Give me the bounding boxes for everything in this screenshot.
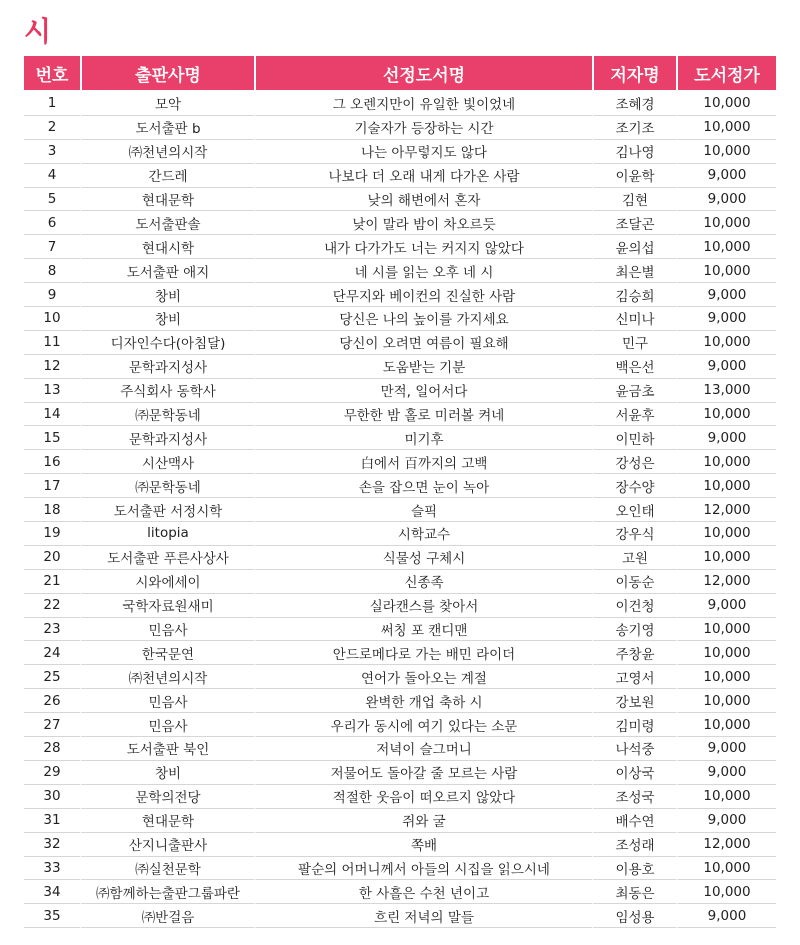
cell-publisher: 도서출판솔 [80, 211, 254, 235]
cell-author: 나석중 [592, 737, 676, 761]
cell-author: 배수연 [592, 809, 676, 833]
table-header-row [24, 56, 776, 92]
cell-publisher: 도서출판 애지 [80, 259, 254, 283]
cell-price: 10,000 [676, 140, 776, 164]
table-row [24, 259, 776, 283]
table-body [24, 92, 776, 928]
cell-book-title: 실라캔스를 찾아서 [254, 594, 592, 618]
cell-author: 민구 [592, 331, 676, 355]
cell-book-title: 기술자가 등장하는 시간 [254, 116, 592, 140]
cell-number: 7 [24, 235, 80, 259]
cell-price: 10,000 [676, 880, 776, 904]
cell-publisher: 현대문학 [80, 188, 254, 212]
cell-price: 10,000 [676, 546, 776, 570]
cell-publisher: ㈜실천문학 [80, 857, 254, 881]
cell-publisher: 디자인수다(아침달) [80, 331, 254, 355]
cell-publisher: ㈜문학동네 [80, 474, 254, 498]
cell-number: 34 [24, 880, 80, 904]
table-row [24, 713, 776, 737]
cell-publisher: ㈜천년의시작 [80, 140, 254, 164]
table-row [24, 379, 776, 403]
cell-book-title: 나보다 더 오래 내게 다가온 사람 [254, 164, 592, 188]
cell-publisher: 도서출판 b [80, 116, 254, 140]
cell-book-title: 완벽한 개업 축하 시 [254, 689, 592, 713]
cell-book-title: 쥐와 굴 [254, 809, 592, 833]
cell-author: 고원 [592, 546, 676, 570]
cell-price: 10,000 [676, 713, 776, 737]
cell-book-title: 팔순의 어머니께서 아들의 시집을 읽으시네 [254, 857, 592, 881]
cell-publisher: 간드레 [80, 164, 254, 188]
cell-publisher: 도서출판 서정시학 [80, 498, 254, 522]
cell-price: 9,000 [676, 188, 776, 212]
cell-author: 이민하 [592, 426, 676, 450]
table-row [24, 92, 776, 116]
cell-book-title: 손을 잡으면 눈이 녹아 [254, 474, 592, 498]
cell-book-title: 도움받는 기분 [254, 355, 592, 379]
cell-author: 고영서 [592, 665, 676, 689]
table-row [24, 761, 776, 785]
cell-publisher: 문학과지성사 [80, 355, 254, 379]
cell-price: 9,000 [676, 737, 776, 761]
cell-book-title: 네 시를 읽는 오후 네 시 [254, 259, 592, 283]
cell-number: 28 [24, 737, 80, 761]
cell-author: 조달곤 [592, 211, 676, 235]
cell-author: 최은별 [592, 259, 676, 283]
cell-book-title: 한 사흘은 수천 년이고 [254, 880, 592, 904]
cell-number: 18 [24, 498, 80, 522]
table-row [24, 403, 776, 427]
cell-publisher: 현대문학 [80, 809, 254, 833]
table-row [24, 618, 776, 642]
cell-author: 백은선 [592, 355, 676, 379]
cell-number: 31 [24, 809, 80, 833]
cell-book-title: 흐린 저녁의 말들 [254, 904, 592, 928]
cell-book-title: 쪽배 [254, 833, 592, 857]
cell-number: 29 [24, 761, 80, 785]
header-price: 도서정가 [676, 56, 776, 92]
book-list-table [24, 56, 776, 928]
cell-price: 10,000 [676, 259, 776, 283]
cell-publisher: 문학의전당 [80, 785, 254, 809]
cell-author: 서윤후 [592, 403, 676, 427]
cell-book-title: 내가 다가가도 너는 커지지 않았다 [254, 235, 592, 259]
cell-book-title: 우리가 동시에 여기 있다는 소문 [254, 713, 592, 737]
cell-price: 10,000 [676, 331, 776, 355]
cell-publisher: ㈜천년의시작 [80, 665, 254, 689]
cell-book-title: 시학교수 [254, 522, 592, 546]
cell-number: 8 [24, 259, 80, 283]
cell-price: 9,000 [676, 426, 776, 450]
table-row [24, 570, 776, 594]
cell-publisher: 민음사 [80, 689, 254, 713]
cell-publisher: 도서출판 북인 [80, 737, 254, 761]
table-row [24, 880, 776, 904]
cell-number: 27 [24, 713, 80, 737]
cell-publisher: 한국문연 [80, 641, 254, 665]
cell-number: 22 [24, 594, 80, 618]
cell-author: 임성용 [592, 904, 676, 928]
cell-book-title: 미기후 [254, 426, 592, 450]
table-row [24, 904, 776, 928]
cell-price: 10,000 [676, 785, 776, 809]
cell-author: 김미령 [592, 713, 676, 737]
table-row [24, 546, 776, 570]
table-row [24, 474, 776, 498]
cell-number: 21 [24, 570, 80, 594]
cell-author: 조성래 [592, 833, 676, 857]
cell-price: 12,000 [676, 498, 776, 522]
cell-number: 35 [24, 904, 80, 928]
cell-author: 조기조 [592, 116, 676, 140]
cell-author: 신미나 [592, 307, 676, 331]
cell-publisher: ㈜반걸음 [80, 904, 254, 928]
cell-number: 9 [24, 283, 80, 307]
cell-number: 1 [24, 92, 80, 116]
cell-price: 9,000 [676, 594, 776, 618]
cell-author: 이윤학 [592, 164, 676, 188]
table-row [24, 689, 776, 713]
cell-number: 30 [24, 785, 80, 809]
table-row [24, 785, 776, 809]
cell-number: 33 [24, 857, 80, 881]
cell-number: 4 [24, 164, 80, 188]
cell-author: 이건청 [592, 594, 676, 618]
cell-publisher: 창비 [80, 283, 254, 307]
cell-author: 주창윤 [592, 641, 676, 665]
cell-price: 10,000 [676, 522, 776, 546]
cell-publisher: 현대시학 [80, 235, 254, 259]
cell-book-title: 식물성 구체시 [254, 546, 592, 570]
cell-author: 윤금초 [592, 379, 676, 403]
cell-publisher: 모악 [80, 92, 254, 116]
table-row [24, 737, 776, 761]
cell-author: 조혜경 [592, 92, 676, 116]
cell-publisher: 민음사 [80, 618, 254, 642]
cell-author: 이용호 [592, 857, 676, 881]
table-row [24, 426, 776, 450]
cell-number: 11 [24, 331, 80, 355]
cell-author: 강우식 [592, 522, 676, 546]
table-row [24, 235, 776, 259]
cell-publisher: 도서출판 푸른사상사 [80, 546, 254, 570]
cell-price: 13,000 [676, 379, 776, 403]
cell-author: 강성은 [592, 450, 676, 474]
table-row [24, 211, 776, 235]
cell-book-title: 무한한 밤 홀로 미러볼 켜네 [254, 403, 592, 427]
header-book-title: 선정도서명 [254, 56, 592, 92]
table-row [24, 498, 776, 522]
cell-publisher: 창비 [80, 307, 254, 331]
cell-number: 5 [24, 188, 80, 212]
cell-book-title: 당신이 오려면 여름이 필요해 [254, 331, 592, 355]
cell-price: 10,000 [676, 665, 776, 689]
cell-number: 24 [24, 641, 80, 665]
cell-author: 김현 [592, 188, 676, 212]
table-row [24, 283, 776, 307]
cell-publisher: 시와에세이 [80, 570, 254, 594]
cell-book-title: 낮이 말라 밤이 차오르듯 [254, 211, 592, 235]
cell-price: 10,000 [676, 474, 776, 498]
cell-author: 최동은 [592, 880, 676, 904]
cell-price: 9,000 [676, 307, 776, 331]
table-row [24, 594, 776, 618]
table-row [24, 833, 776, 857]
table-row [24, 188, 776, 212]
cell-number: 10 [24, 307, 80, 331]
cell-price: 9,000 [676, 283, 776, 307]
cell-price: 9,000 [676, 809, 776, 833]
cell-author: 강보원 [592, 689, 676, 713]
cell-number: 14 [24, 403, 80, 427]
cell-book-title: 그 오렌지만이 유일한 빛이었네 [254, 92, 592, 116]
cell-number: 15 [24, 426, 80, 450]
table-row [24, 331, 776, 355]
cell-publisher: 시산맥사 [80, 450, 254, 474]
cell-number: 13 [24, 379, 80, 403]
table-row [24, 164, 776, 188]
cell-number: 20 [24, 546, 80, 570]
cell-book-title: 낮의 해변에서 혼자 [254, 188, 592, 212]
cell-publisher: 주식회사 동학사 [80, 379, 254, 403]
table-row [24, 116, 776, 140]
cell-publisher: 산지니출판사 [80, 833, 254, 857]
cell-number: 3 [24, 140, 80, 164]
cell-price: 12,000 [676, 833, 776, 857]
header-number: 번호 [24, 56, 80, 92]
cell-price: 10,000 [676, 92, 776, 116]
table-row [24, 140, 776, 164]
table-row [24, 665, 776, 689]
cell-publisher: ㈜함께하는출판그룹파란 [80, 880, 254, 904]
table-row [24, 522, 776, 546]
cell-author: 조성국 [592, 785, 676, 809]
cell-price: 10,000 [676, 235, 776, 259]
table-row [24, 857, 776, 881]
cell-publisher: litopia [80, 522, 254, 546]
cell-book-title: 신종족 [254, 570, 592, 594]
cell-price: 10,000 [676, 403, 776, 427]
table-row [24, 641, 776, 665]
cell-publisher: 국학자료원새미 [80, 594, 254, 618]
table-row [24, 307, 776, 331]
cell-book-title: 써칭 포 캔디맨 [254, 618, 592, 642]
cell-publisher: 문학과지성사 [80, 426, 254, 450]
header-publisher: 출판사명 [80, 56, 254, 92]
cell-price: 10,000 [676, 689, 776, 713]
cell-author: 김나영 [592, 140, 676, 164]
cell-publisher: 창비 [80, 761, 254, 785]
cell-number: 17 [24, 474, 80, 498]
cell-number: 23 [24, 618, 80, 642]
cell-book-title: 저녁이 슬그머니 [254, 737, 592, 761]
cell-price: 9,000 [676, 164, 776, 188]
cell-number: 6 [24, 211, 80, 235]
cell-author: 오인태 [592, 498, 676, 522]
cell-price: 10,000 [676, 450, 776, 474]
cell-number: 16 [24, 450, 80, 474]
page-title: 시 [24, 15, 52, 48]
cell-number: 2 [24, 116, 80, 140]
cell-price: 10,000 [676, 211, 776, 235]
cell-price: 10,000 [676, 116, 776, 140]
cell-book-title: 연어가 돌아오는 계절 [254, 665, 592, 689]
cell-book-title: 白에서 百까지의 고백 [254, 450, 592, 474]
cell-number: 32 [24, 833, 80, 857]
cell-price: 9,000 [676, 904, 776, 928]
cell-price: 10,000 [676, 857, 776, 881]
cell-book-title: 당신은 나의 높이를 가지세요 [254, 307, 592, 331]
cell-number: 25 [24, 665, 80, 689]
cell-book-title: 안드로메다로 가는 배민 라이더 [254, 641, 592, 665]
table-row [24, 809, 776, 833]
cell-author: 이상국 [592, 761, 676, 785]
header-author: 저자명 [592, 56, 676, 92]
cell-author: 이동순 [592, 570, 676, 594]
cell-number: 26 [24, 689, 80, 713]
cell-price: 10,000 [676, 641, 776, 665]
cell-author: 김승희 [592, 283, 676, 307]
cell-publisher: ㈜문학동네 [80, 403, 254, 427]
table-row [24, 355, 776, 379]
cell-price: 9,000 [676, 761, 776, 785]
cell-price: 9,000 [676, 355, 776, 379]
cell-price: 12,000 [676, 570, 776, 594]
cell-book-title: 단무지와 베이컨의 진실한 사람 [254, 283, 592, 307]
cell-author: 장수양 [592, 474, 676, 498]
cell-book-title: 나는 아무렇지도 않다 [254, 140, 592, 164]
cell-author: 윤의섭 [592, 235, 676, 259]
table-row [24, 450, 776, 474]
cell-book-title: 적절한 웃음이 떠오르지 않았다 [254, 785, 592, 809]
cell-book-title: 슬픽 [254, 498, 592, 522]
cell-price: 10,000 [676, 618, 776, 642]
cell-number: 19 [24, 522, 80, 546]
cell-number: 12 [24, 355, 80, 379]
cell-book-title: 만적, 일어서다 [254, 379, 592, 403]
cell-book-title: 저물어도 돌아갈 줄 모르는 사람 [254, 761, 592, 785]
cell-author: 송기영 [592, 618, 676, 642]
cell-publisher: 민음사 [80, 713, 254, 737]
